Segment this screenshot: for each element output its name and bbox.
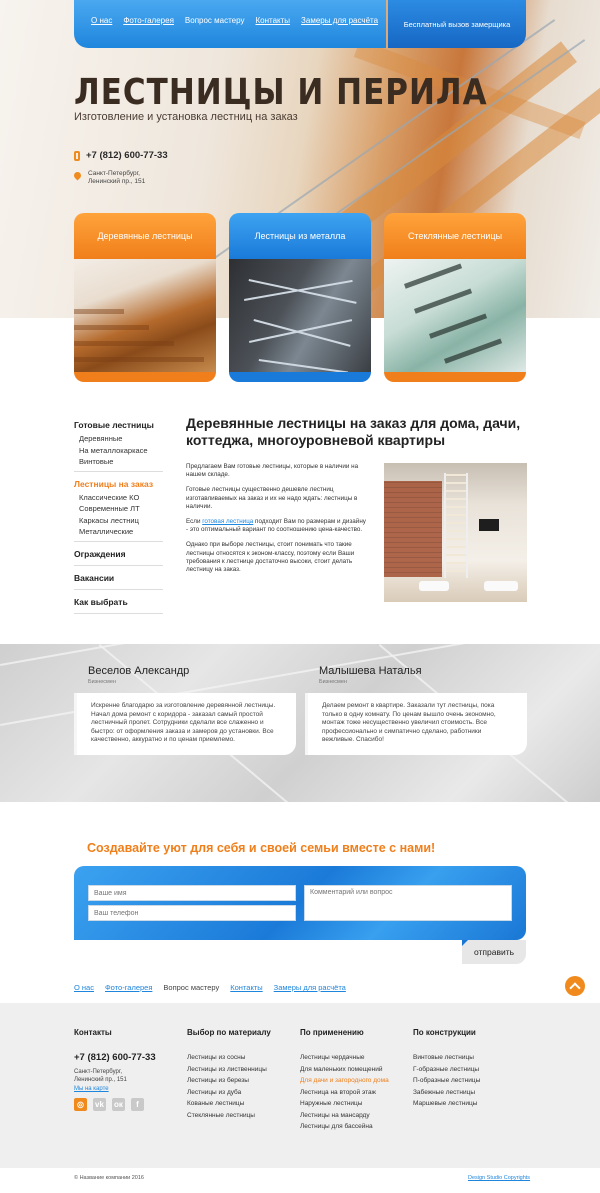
interior-staircase-photo — [384, 463, 527, 602]
review-card — [74, 665, 296, 755]
map-link[interactable]: Мы на карте — [74, 1086, 109, 1092]
footer-link[interactable]: Лестницы чердачные — [300, 1054, 365, 1061]
article-body — [186, 463, 369, 581]
name-input[interactable] — [88, 885, 296, 901]
nav-measurements[interactable]: Замеры для расчёта — [273, 983, 346, 992]
footer-link[interactable]: Для маленьких помещений — [300, 1065, 383, 1073]
review-card — [305, 665, 527, 755]
footer-heading: По применению — [300, 1028, 364, 1037]
category-title: Стеклянные лестницы — [384, 213, 526, 259]
sidebar-item[interactable]: Металлические — [79, 527, 134, 536]
nav-about[interactable]: О нас — [91, 16, 113, 25]
glass-stairs-image — [384, 259, 526, 372]
nav-contacts[interactable]: Контакты — [255, 16, 291, 25]
footer-column-construction — [413, 1028, 480, 1110]
phone-icon — [74, 151, 80, 161]
footer-link[interactable]: Г-образные лестницы — [413, 1065, 480, 1073]
footer-link[interactable]: П-образные лестницы — [413, 1077, 481, 1084]
footer-address-line-2: Ленинский пр., 151 — [74, 1076, 127, 1083]
footer-link[interactable]: Лестница на второй этаж — [300, 1088, 377, 1096]
page-title: Деревянные лестницы на заказ для дома, дачи, коттеджа, многоуровневой квартиры — [186, 415, 521, 448]
footer-link[interactable]: Наружные лестницы — [300, 1100, 363, 1107]
ready-stair-link[interactable]: готовая лестница — [202, 518, 254, 526]
footer-link[interactable]: Кованые лестницы — [187, 1100, 245, 1107]
footer-contacts — [74, 1028, 174, 1111]
footer-heading: По конструкции — [413, 1028, 476, 1037]
design-studio-link[interactable]: Design Studio Copyrights — [468, 1175, 531, 1181]
footer-link[interactable]: Забежные лестницы — [413, 1088, 476, 1096]
address-line-2: Ленинский пр., 151 — [88, 178, 146, 185]
site-logo[interactable]: ЛЕСТНИЦЫ И ПЕРИЛА — [74, 72, 488, 114]
footer-address-line-1: Санкт-Петербург, — [74, 1069, 122, 1075]
paragraph: Предлагаем Вам готовые лестницы, которые в наличии на нашем складе. — [186, 463, 359, 479]
sidebar-fences[interactable]: Ограждения — [74, 548, 126, 559]
footer-link[interactable]: Лестницы из березы — [187, 1077, 249, 1084]
address-line-1: Санкт-Петербург, — [88, 170, 140, 177]
reviewer-role: Бизнесмен — [88, 679, 116, 685]
facebook-icon[interactable]: f — [131, 1098, 144, 1111]
cta-title: Создавайте уют для себя и своей семьи вместе с нами! — [87, 841, 436, 855]
vk-icon[interactable]: vk — [93, 1098, 106, 1111]
footer-phone[interactable]: +7 (812) 600-77-33 — [74, 1052, 156, 1063]
sidebar-custom-stairs[interactable]: Лестницы на заказ — [74, 478, 154, 489]
nav-ask-master[interactable]: Вопрос мастеру — [163, 983, 220, 992]
category-card-wooden[interactable] — [74, 213, 216, 382]
footer-link[interactable]: Винтовые лестницы — [413, 1054, 474, 1061]
paragraph: Готовые лестницы существенно дешевле лестниц изготавливаемых на заказ и их не надо ждать: лестницы в наличии. — [186, 486, 358, 510]
nav-gallery[interactable]: Фото-галерея — [123, 16, 174, 25]
bottom-navigation — [74, 983, 346, 992]
nav-about[interactable]: О нас — [74, 983, 94, 992]
sidebar-item[interactable]: Каркасы лестниц — [79, 515, 139, 525]
phone-input[interactable] — [88, 905, 296, 921]
reviewer-name: Веселов Александр — [88, 665, 190, 677]
header-address — [74, 170, 145, 186]
review-text: Искренне благодарю за изготовление деревянной лестницы. Начал дома ремонт с коридора - заказал самый простой лестничный пролет. Сотрудники сделали все слаженно и быстро: от оформления заказа и замеров до установки. Все качественно, аккуратно и по ценам приемлемо. — [74, 693, 296, 755]
tagline: Изготовление и установка лестниц на заказ — [74, 111, 298, 123]
header-phone[interactable] — [74, 150, 168, 161]
sidebar-how-to-choose[interactable]: Как выбрать — [74, 596, 128, 607]
review-text: Делаем ремонт в квартире. Заказали тут лестницы, пока только в одну комнату. По ценам вышло очень экономно, монтаж тоже несущественно увеличил стоимость. Все профессионально и симпатично сделано, работники вежливые. Спасибо! — [305, 693, 527, 755]
contact-form — [74, 866, 526, 940]
sidebar-item[interactable]: Современные ЛТ — [79, 504, 140, 513]
category-title: Деревянные лестницы — [74, 213, 216, 259]
header-phone-number: +7 (812) 600-77-33 — [86, 150, 168, 161]
reviewer-role: Бизнесмен — [319, 679, 347, 685]
free-measurer-button[interactable]: Бесплатный вызов замерщика — [388, 0, 526, 48]
social-links — [74, 1098, 174, 1111]
category-card-metal[interactable] — [229, 213, 371, 382]
nav-measurements[interactable]: Замеры для расчёта — [301, 16, 379, 25]
wooden-stairs-image — [74, 259, 216, 372]
footer-link[interactable]: Стеклянные лестницы — [187, 1111, 255, 1119]
footer-link[interactable]: Лестницы из сосны — [187, 1054, 246, 1061]
sidebar-jobs[interactable]: Вакансии — [74, 572, 115, 583]
submit-button[interactable]: отправить — [462, 940, 526, 964]
footer-link[interactable]: Лестницы для бассейна — [300, 1123, 373, 1130]
footer-link[interactable]: Лестницы из лиственницы — [187, 1065, 267, 1073]
comment-textarea[interactable] — [304, 885, 512, 921]
sidebar-item[interactable]: На металлокаркасе — [79, 445, 148, 455]
sidebar-item[interactable]: Деревянные — [79, 434, 123, 443]
footer-link[interactable]: Лестницы из дуба — [187, 1088, 242, 1096]
category-title: Лестницы из металла — [229, 213, 371, 259]
footer-link-active[interactable]: Для дачи и загородного дома — [300, 1077, 389, 1084]
sidebar-menu — [74, 418, 163, 619]
sidebar-item[interactable]: Классические КО — [79, 492, 140, 502]
paragraph: Однако при выборе лестницы, стоит понимать что такие лестницы относятся к эконом-классу, поэтому если Ваши требования к лестнице достаточно высоки, стоит делать лестницу на заказ. — [186, 541, 355, 574]
top-navigation — [74, 0, 386, 48]
footer-column-usage — [300, 1028, 389, 1133]
sidebar-ready-stairs[interactable]: Готовые лестницы — [74, 420, 154, 430]
footer-heading: Выбор по материалу — [187, 1028, 271, 1037]
sidebar-item[interactable]: Винтовые — [79, 457, 114, 466]
nav-ask-master[interactable]: Вопрос мастеру — [184, 16, 245, 25]
instagram-icon[interactable]: ◎ — [74, 1098, 87, 1111]
copyright: © Название компании 2016 — [74, 1175, 144, 1181]
nav-gallery[interactable]: Фото-галерея — [104, 983, 153, 992]
footer-link[interactable]: Маршевые лестницы — [413, 1100, 478, 1107]
footer-column-material — [187, 1028, 271, 1121]
footer-link[interactable]: Лестницы на мансарду — [300, 1111, 370, 1119]
location-pin-icon — [74, 172, 81, 182]
category-card-glass[interactable] — [384, 213, 526, 382]
footer-heading: Контакты — [74, 1028, 112, 1037]
scroll-up-button[interactable] — [565, 976, 585, 996]
metal-stairs-image — [229, 259, 371, 372]
paragraph: Если готовая лестница подходит Вам по размерам и дизайну - это оптимальный вариант по соотношению цена-качество. — [186, 518, 366, 534]
reviewer-name: Малышева Наталья — [319, 665, 422, 677]
odnoklassniki-icon[interactable]: ок — [112, 1098, 125, 1111]
nav-contacts[interactable]: Контакты — [230, 983, 263, 992]
